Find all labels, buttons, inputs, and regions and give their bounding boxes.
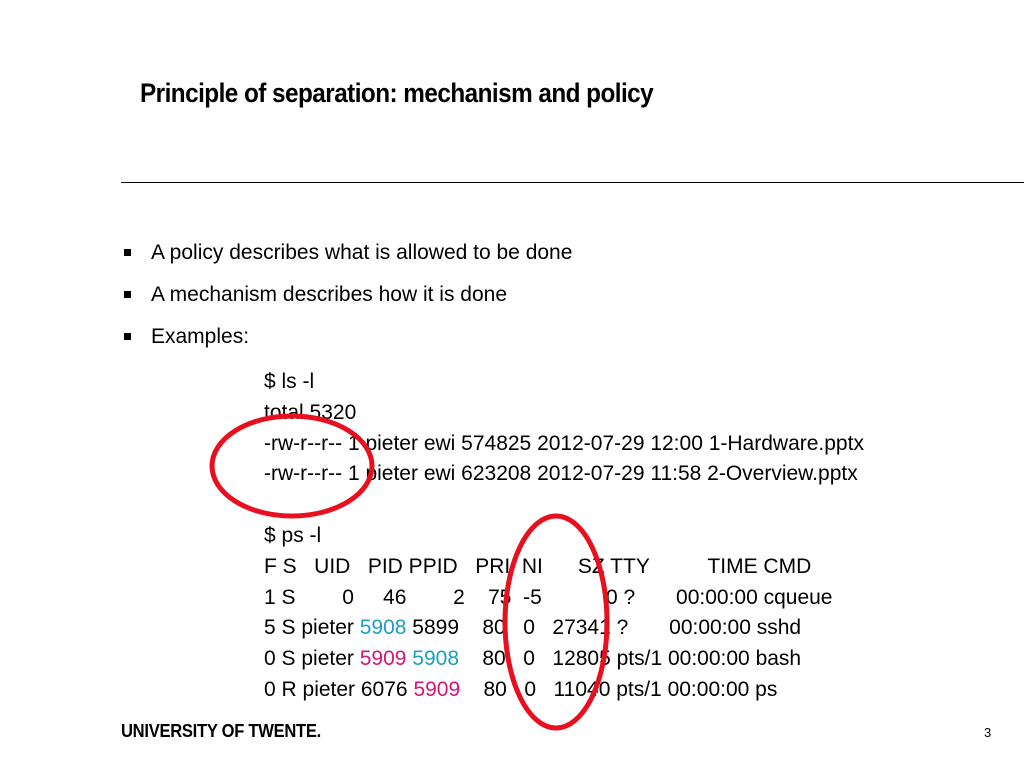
code-text: 1 S 0 46 2 75 -5 0 ? 00:00:00 cqueue xyxy=(264,585,833,609)
code-line xyxy=(264,429,864,460)
code-line xyxy=(264,644,864,675)
code-text: -rw-r--r-- 1 pieter ewi 574825 2012-07-29 12:00 1-Hardware.pptx xyxy=(264,431,864,455)
slide-title: Principle of separation: mechanism and policy xyxy=(140,78,654,108)
code-line xyxy=(264,613,864,644)
bullet-text: A policy describes what is allowed to be done xyxy=(151,241,573,264)
code-text: 5899 80 0 27341 ? 00:00:00 sshd xyxy=(406,616,802,640)
code-text xyxy=(264,493,270,516)
code-line xyxy=(264,583,864,614)
code-line xyxy=(264,398,864,429)
bullet-text: A mechanism describes how it is done xyxy=(151,283,508,306)
square-bullet-icon xyxy=(124,291,131,298)
code-text: 5 S pieter xyxy=(264,616,360,640)
code-text: F S UID PID PPID PRI NI SZ TTY TIME CMD xyxy=(264,554,812,578)
page-number: 3 xyxy=(984,725,992,740)
code-line xyxy=(264,459,864,490)
code-text: -rw-r--r-- 1 pieter ewi 623208 2012-07-29 11:58 2-Overview.pptx xyxy=(264,462,858,486)
code-text: 80 0 11040 pts/1 00:00:00 ps xyxy=(460,677,778,701)
code-line xyxy=(264,675,864,706)
code-text: 80 0 12805 pts/1 00:00:00 bash xyxy=(459,647,802,671)
code-text: $ ps -l xyxy=(264,523,322,547)
highlighted-pid: 5909 xyxy=(359,647,407,671)
title-divider xyxy=(121,182,1024,183)
square-bullet-icon xyxy=(124,333,131,340)
square-bullet-icon xyxy=(124,249,131,256)
code-text: $ ls -l xyxy=(264,370,315,393)
highlighted-pid: 5908 xyxy=(359,616,407,640)
terminal-example xyxy=(264,367,864,706)
code-text: 0 R pieter 6076 xyxy=(264,677,414,701)
bullet-text: Examples: xyxy=(151,325,250,348)
code-line xyxy=(264,521,864,552)
code-text: total 5320 xyxy=(264,400,357,424)
code-text: 0 S pieter xyxy=(264,647,360,671)
code-line xyxy=(264,490,864,521)
highlighted-pid: 5909 xyxy=(413,677,461,701)
university-logo: UNIVERSITY OF TWENTE. xyxy=(121,721,321,741)
code-line xyxy=(264,367,864,398)
code-line xyxy=(264,552,864,583)
highlighted-pid: 5908 xyxy=(412,647,460,671)
